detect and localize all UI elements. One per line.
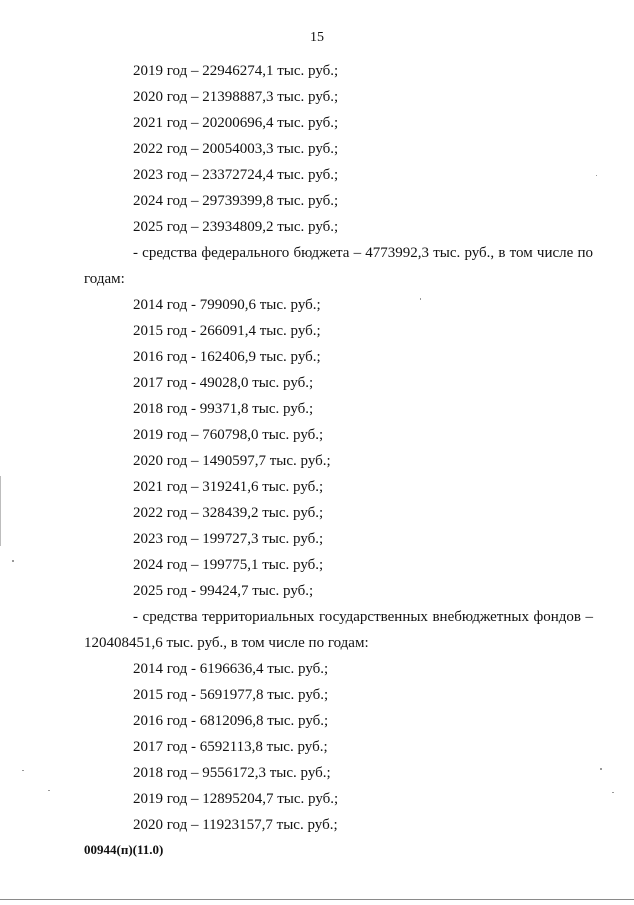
scan-edge-mark: [0, 476, 1, 546]
scan-speck: [22, 770, 24, 771]
federal-budget-intro: - средства федерального бюджета – 4773992,3 тыс. руб., в том числе по: [133, 245, 593, 261]
list-item: 2016 год - 6812096,8 тыс. руб.;: [133, 713, 329, 729]
list-item: 2022 год – 328439,2 тыс. руб.;: [133, 505, 324, 521]
list-item: 2025 год - 99424,7 тыс. руб.;: [133, 583, 314, 599]
list-item: 2021 год – 20200696,4 тыс. руб.;: [133, 115, 339, 131]
list-item: 2014 год - 6196636,4 тыс. руб.;: [133, 661, 329, 677]
scan-speck: [420, 298, 421, 300]
territorial-funds-intro: - средства территориальных государственных внебюджетных фондов –: [133, 609, 593, 625]
list-item: 2014 год - 799090,6 тыс. руб.;: [133, 297, 321, 313]
list-item: 2023 год – 199727,3 тыс. руб.;: [133, 531, 324, 547]
list-item: 2020 год – 1490597,7 тыс. руб.;: [133, 453, 331, 469]
list-item: 2019 год – 12895204,7 тыс. руб.;: [133, 791, 339, 807]
list-item: 2015 год - 266091,4 тыс. руб.;: [133, 323, 321, 339]
list-item: 2020 год – 21398887,3 тыс. руб.;: [133, 89, 339, 105]
list-item: 2025 год – 23934809,2 тыс. руб.;: [133, 219, 339, 235]
federal-budget-intro-cont: годам:: [84, 271, 125, 287]
list-item: 2020 год – 11923157,7 тыс. руб.;: [133, 817, 338, 833]
list-item: 2019 год – 22946274,1 тыс. руб.;: [133, 63, 339, 79]
list-item: 2022 год – 20054003,3 тыс. руб.;: [133, 141, 339, 157]
list-item: 2016 год - 162406,9 тыс. руб.;: [133, 349, 321, 365]
list-item: 2024 год – 199775,1 тыс. руб.;: [133, 557, 324, 573]
list-item: 2015 год - 5691977,8 тыс. руб.;: [133, 687, 329, 703]
scan-edge-line: [0, 899, 634, 900]
list-item: 2023 год – 23372724,4 тыс. руб.;: [133, 167, 339, 183]
scan-speck: [12, 560, 14, 562]
scan-speck: [48, 790, 50, 791]
list-item: 2024 год – 29739399,8 тыс. руб.;: [133, 193, 339, 209]
scan-speck: [596, 175, 597, 176]
territorial-funds-intro-cont: 120408451,6 тыс. руб., в том числе по годам:: [84, 635, 369, 651]
page-number: 15: [310, 30, 324, 45]
document-code: 00944(п)(11.0): [84, 842, 164, 857]
scan-speck: [600, 768, 602, 770]
list-item: 2017 год - 49028,0 тыс. руб.;: [133, 375, 314, 391]
list-item: 2018 год - 99371,8 тыс. руб.;: [133, 401, 314, 417]
list-item: 2021 год – 319241,6 тыс. руб.;: [133, 479, 324, 495]
list-item: 2019 год – 760798,0 тыс. руб.;: [133, 427, 324, 443]
scan-speck: [612, 792, 614, 793]
list-item: 2017 год - 6592113,8 тыс. руб.;: [133, 739, 328, 755]
list-item: 2018 год – 9556172,3 тыс. руб.;: [133, 765, 331, 781]
